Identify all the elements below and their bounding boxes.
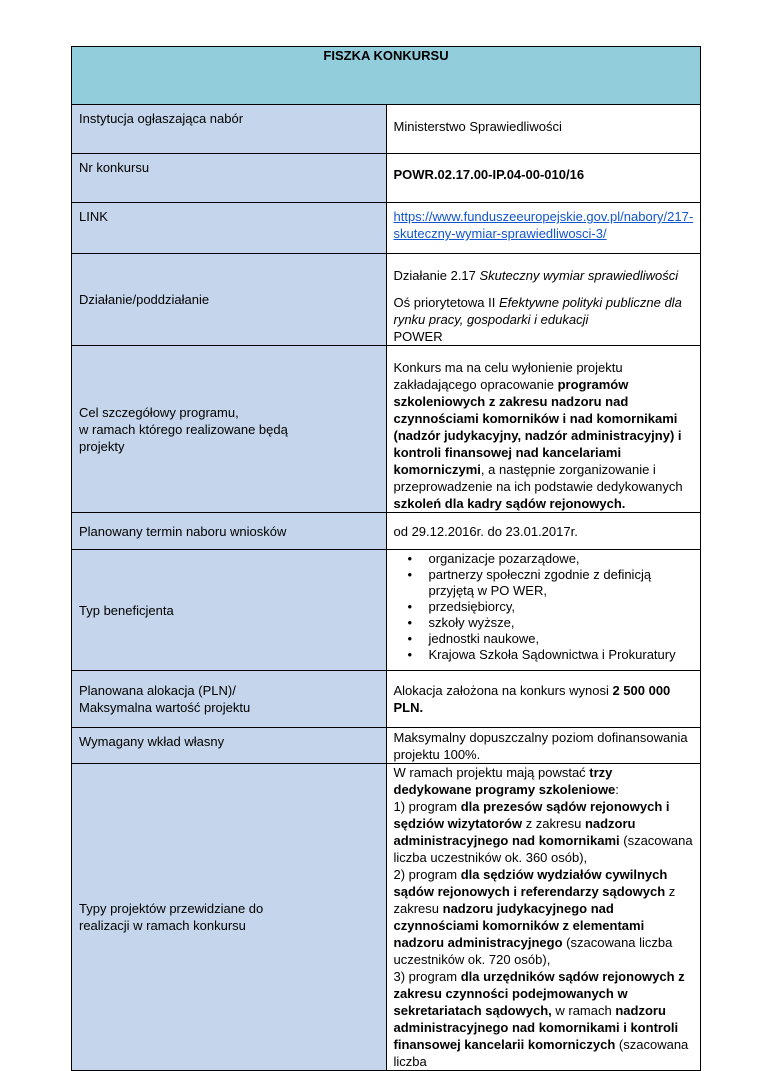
program-2-d: nadzoru judykacyjnego nad czynnościami komorników z elementami nadzoru administracyjnego [393, 901, 645, 950]
allocation-amount: 2 500 000 PLN. [393, 683, 671, 715]
action-label: Działanie/poddziałanie [72, 254, 387, 346]
goal-label [72, 346, 387, 513]
project-types-label-line-1: Typy projektów przewidziane do [79, 901, 264, 916]
program-2 [394, 866, 694, 968]
contribution-label: Wymagany wkład własny [72, 728, 387, 764]
program-1-d: nadzoru administracyjnego nad komornikami [393, 816, 636, 848]
intro-end: : [615, 782, 619, 797]
allocation-label-line-1: Planowana alokacja (PLN)/ [79, 683, 236, 698]
beneficiary-item: • partnerzy społeczni zgodnie z definicją przyjętą w PO WER, [429, 567, 694, 599]
program-2-c: z zakresu [393, 884, 676, 916]
project-types-label [72, 764, 387, 1071]
number-label: Nr konkursu [72, 154, 387, 203]
competition-link[interactable] [394, 209, 694, 241]
link-cell [386, 203, 701, 254]
program-name: POWER [393, 329, 443, 344]
link-line-1: https://www.funduszeeuropejskie.gov.pl/nabory/217- [393, 209, 694, 224]
allocation-text: Alokacja założona na konkurs wynosi [393, 683, 613, 698]
beneficiary-item: • Krajowa Szkoła Sądownictwa i Prokuratury [429, 647, 694, 663]
goal-bold-1: programów szkoleniowych z zakresu nadzoru nad czynnościami komorników i nad komornikami (nadzór judykacyjny, nadzór administracyjny) i kontroli finansowej nad kancelariami komorniczymi [393, 377, 682, 477]
program-3-c: w ramach [551, 1003, 616, 1018]
goal-value [386, 346, 701, 513]
goal-label-line-3: projekty [79, 438, 125, 454]
program-2-a: 2) program [393, 867, 461, 882]
program-1-c: z zakresu [522, 816, 585, 831]
program-1-b: dla prezesów sądów rejonowych i sędziów wizytatorów [393, 799, 670, 831]
goal-label-line-1: Cel szczegółowy programu, [79, 404, 239, 420]
link-label: LINK [72, 203, 387, 254]
institution-label: Instytucja ogłaszająca nabór [72, 105, 387, 154]
competition-card-table [71, 46, 701, 1071]
beneficiary-item: • organizacje pozarządowe, [429, 551, 694, 567]
goal-label-line-2: w ramach którego realizowane będą [79, 421, 288, 437]
goal-text-1: Konkurs ma na celu wyłonienie projektu zakładającego opracowanie [393, 360, 623, 392]
allocation-label [72, 671, 387, 728]
action-prefix: Działanie 2.17 [393, 268, 480, 283]
link-line-2: skuteczny-wymiar-sprawiedliwosci-3/ [393, 226, 607, 241]
program-3-b: dla urzędników sądów rejonowych z zakresu czynności podejmowanych w sekretariatach sądowych, [393, 969, 685, 1018]
project-types-value [386, 764, 701, 1071]
term-label: Planowany termin naboru wniosków [72, 513, 387, 550]
program-3-a: 3) program [393, 969, 461, 984]
program-1-e: (szacowana liczba uczestników ok. 360 osób), [393, 833, 693, 865]
project-types-intro [394, 764, 694, 798]
action-name: Skuteczny wymiar sprawiedliwości [479, 268, 679, 283]
term-value: od 29.12.2016r. do 23.01.2017r. [386, 513, 701, 550]
beneficiary-item: • jednostki naukowe, [429, 631, 694, 647]
intro-bold: trzy dedykowane programy szkoleniowe [393, 765, 616, 797]
card-header: FISZKA KONKURSU [72, 47, 701, 105]
program-3-d: nadzoru administracyjnego nad komornikami i kontroli finansowej kancelarii komorniczych [393, 1003, 679, 1052]
axis-name: Efektywne polityki publiczne dla rynku pracy, gospodarki i edukacji [393, 295, 682, 327]
program-2-b: dla sędziów wydziałów cywilnych sądów rejonowych i referendarzy sądowych [393, 867, 668, 899]
beneficiary-item: • przedsiębiorcy, [429, 599, 694, 615]
project-types-label-line-2: realizacji w ramach konkursu [79, 918, 246, 933]
allocation-label-line-2: Maksymalna wartość projektu [79, 700, 251, 715]
program-1 [394, 798, 694, 866]
action-value [386, 254, 701, 346]
goal-bold-2: szkoleń dla kadry sądów rejonowych. [393, 496, 626, 511]
institution-value: Ministerstwo Sprawiedliwości [386, 105, 701, 154]
program-1-a: 1) program [393, 799, 461, 814]
contribution-value: Maksymalny dopuszczalny poziom dofinansowania projektu 100%. [386, 728, 701, 764]
goal-text-2: , a następnie zorganizowanie i przeprowadzenie na ich podstawie dedykowanych [393, 462, 683, 494]
allocation-value [386, 671, 701, 728]
program-3 [394, 968, 694, 1070]
beneficiary-list [394, 551, 694, 663]
beneficiary-item: • szkoły wyższe, [429, 615, 694, 631]
axis-prefix: Oś priorytetowa II [393, 295, 499, 310]
program-2-e: (szacowana liczba uczestników ok. 720 osób), [393, 935, 673, 967]
number-value: POWR.02.17.00-IP.04-00-010/16 [386, 154, 701, 203]
beneficiary-value [386, 550, 701, 671]
beneficiary-label: Typ beneficjenta [72, 550, 387, 671]
program-3-e: (szacowana liczba [393, 1037, 689, 1069]
intro-text: W ramach projektu mają powstać [393, 765, 590, 780]
